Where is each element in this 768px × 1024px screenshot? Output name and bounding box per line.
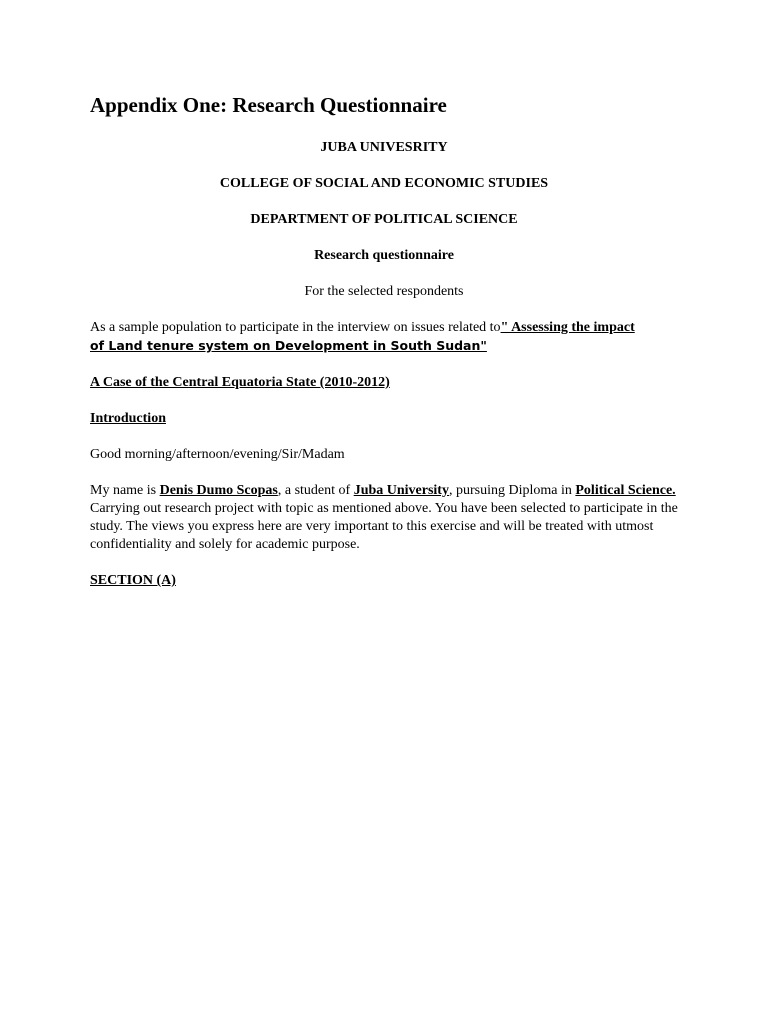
- section-a-heading: SECTION (A): [90, 573, 176, 588]
- bio-text-1: My name is: [90, 483, 160, 498]
- bio-text-3: , pursuing Diploma in: [448, 483, 576, 498]
- greeting-line: Good morning/afternoon/evening/Sir/Madam: [90, 447, 345, 462]
- college-name: COLLEGE OF SOCIAL AND ECONOMIC STUDIES: [219, 176, 549, 191]
- research-topic-start: " Assessing the impact: [500, 320, 635, 335]
- introduction-heading: Introduction: [90, 411, 166, 426]
- university-name: JUBA UNIVESRITY: [320, 140, 448, 155]
- bio-text-2: , a student of: [277, 483, 354, 498]
- bio-paragraph: [90, 482, 678, 554]
- intro-paragraph: [90, 319, 678, 356]
- department-name: DEPARTMENT OF POLITICAL SCIENCE: [250, 212, 518, 227]
- research-topic-end: of Land tenure system on Development in South Sudan": [90, 338, 487, 353]
- field-of-study: Political Science.: [575, 483, 676, 498]
- audience-line: For the selected respondents: [304, 284, 464, 299]
- appendix-title: Appendix One: Research Questionnaire: [90, 93, 447, 117]
- bio-text-4: Carrying out research project with topic as mentioned above. You have been selected to participate in the study. The views you express here are very important to this exercise and will be treated with utmost confidentiality and solely for academic purpose.: [90, 501, 678, 552]
- case-heading: A Case of the Central Equatoria State (2010-2012): [90, 375, 390, 390]
- intro-lead-text: As a sample population to participate in the interview on issues related to: [90, 320, 501, 335]
- institution-name: Juba University: [353, 483, 449, 498]
- researcher-name: Denis Dumo Scopas: [159, 483, 278, 498]
- questionnaire-title: Research questionnaire: [314, 248, 454, 263]
